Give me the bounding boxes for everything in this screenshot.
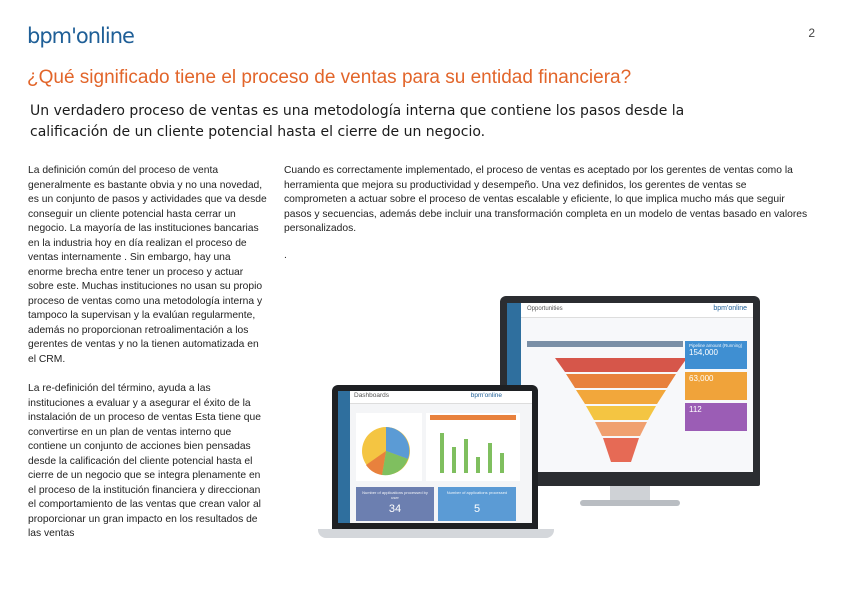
pie-chart-graphic — [356, 413, 422, 481]
monitor-stand-base — [580, 500, 680, 506]
laptop-kpi-1 — [356, 487, 434, 521]
bar-1 — [440, 433, 444, 473]
pie-chart-panel — [356, 413, 422, 481]
monitor-screen — [507, 303, 753, 472]
left-paragraph-2: La re-definición del término, ayuda a las instituciones a evaluar y a asegurar el éxito de la instalación de un proceso de ventas Esta tiene que convertirse en un plan de ventas interno que contiene un conjunto de acciones bien pensadas desde la calificación del cliente potencial hasta el cierre de un negocio que se integra plenamente en el proceso de la institución financiera y direccionan el comportamiento de las ventas que crean valor al proporcionar un gran impacto en los resultados de las ventas — [28, 383, 261, 539]
laptop-base — [318, 529, 554, 538]
monitor-tile-2 — [685, 372, 747, 400]
monitor-tile-1-value: 154,000 — [689, 348, 718, 357]
laptop-kpi-2-value: 5 — [473, 503, 481, 515]
laptop-screen — [338, 391, 532, 523]
bar-5 — [488, 443, 492, 473]
bar-chart-graphic — [426, 413, 520, 481]
laptop-kpi-2-label: Number of applications processed — [446, 490, 508, 495]
monitor-title: Opportunities — [527, 306, 563, 312]
panel-header-bar — [430, 415, 516, 420]
sales-funnel-graphic — [555, 358, 687, 468]
monitor-kpi-tiles — [685, 341, 747, 434]
logo-text: bpm'online — [27, 24, 134, 48]
laptop-kpi-1-label: Number of applications processed by user — [362, 490, 428, 500]
bpmonline-logo — [27, 24, 134, 48]
desktop-monitor-image — [500, 296, 760, 486]
right-column — [284, 164, 812, 263]
right-paragraph-1: Cuando es correctamente implementado, el proceso de ventas es aceptado por los gerentes de ventas como la herramienta que mejora su productividad y desempeño. Una vez definidos, los gerentes de ventas se comprometen a actuar sobre el proceso de ventas escalable y eficiente, lo que implica mucho más que seguir pasos y secuencias, además debe incluir una transformación completa en un modelo de ventas basado en valores personalizados. — [284, 165, 808, 234]
right-paragraph-dot: . — [284, 249, 287, 261]
monitor-tile-3-value: 112 — [689, 405, 702, 414]
monitor-topbar — [521, 303, 753, 318]
funnel-stage-2 — [566, 374, 676, 388]
page-number: 2 — [808, 26, 815, 40]
funnel-stage-3 — [576, 390, 666, 404]
laptop-kpi-2 — [438, 487, 516, 521]
funnel-stage-5 — [595, 422, 647, 436]
laptop-title: Dashboards — [354, 392, 390, 399]
laptop-kpi-1-value: 34 — [388, 503, 402, 515]
laptop-brand: bpm'online — [470, 392, 502, 399]
monitor-tile-1 — [685, 341, 747, 369]
bar-6 — [500, 453, 504, 473]
bar-3 — [464, 439, 468, 473]
bar-4 — [476, 457, 480, 473]
left-paragraph-1: La definición común del proceso de venta generalmente es bastante obvia y no una novedad, es un conjunto de pasos y actividades que va desde conseguir un cliente potencial hasta cerrar un negocio. La mayoría de las instituciones bancarias en la industria hoy en día realizan el proceso de ventas internamente . Sin embargo, hay una enorme brecha entre tener un proceso y actuar sobre este. Muchas instituciones no usan su propio proceso de ventas como una metodología interna y tampoco la supervisan y la evalúan regularmente, además no proporcionan retroalimentación a los gerentes de ventas y no la tienen automatizada en el CRM. — [28, 165, 267, 365]
laptop-topbar — [350, 391, 532, 404]
bar-chart-panel — [426, 413, 520, 481]
page-subtitle: Un verdadero proceso de ventas es una metodología interna que contiene los pasos desde la calificación de un cliente potencial hasta el cierre de un negocio. — [30, 103, 685, 140]
monitor-tile-2-value: 63,000 — [689, 374, 714, 383]
monitor-ribbon — [527, 341, 683, 347]
funnel-stage-6 — [603, 438, 639, 462]
monitor-brand: bpm'online — [713, 305, 747, 312]
page-title: ¿Qué significado tiene el proceso de ventas para su entidad financiera? — [27, 67, 632, 88]
bar-2 — [452, 447, 456, 473]
funnel-stage-4 — [586, 406, 656, 420]
funnel-stage-1 — [555, 358, 687, 372]
left-column — [28, 164, 268, 542]
laptop-image — [332, 385, 538, 529]
monitor-tile-1-label: Pipeline amount (Running) — [689, 343, 743, 348]
laptop-sidebar — [338, 391, 350, 523]
monitor-tile-3 — [685, 403, 747, 431]
